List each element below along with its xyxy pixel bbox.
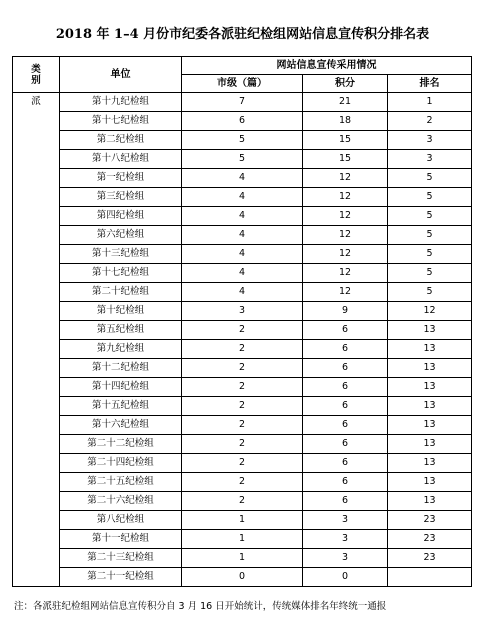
unit-cell: 第十六纪检组 (60, 416, 182, 435)
table-row (13, 549, 472, 568)
city-level-cell: 5 (182, 150, 303, 169)
score-cell: 9 (303, 302, 388, 321)
unit-cell: 第二十五纪检组 (60, 473, 182, 492)
unit-cell: 第二十二纪检组 (60, 435, 182, 454)
table-row (13, 131, 472, 150)
unit-cell: 第十五纪检组 (60, 397, 182, 416)
score-cell: 6 (303, 435, 388, 454)
score-cell: 6 (303, 397, 388, 416)
score-cell: 6 (303, 492, 388, 511)
unit-cell: 第三纪检组 (60, 188, 182, 207)
table-row (13, 530, 472, 549)
score-cell: 6 (303, 416, 388, 435)
score-cell: 15 (303, 131, 388, 150)
rank-cell: 13 (388, 378, 472, 397)
city-level-cell: 2 (182, 473, 303, 492)
table-row (13, 245, 472, 264)
table-header (13, 57, 472, 93)
footnote: 注：各派驻纪检组网站信息宣传积分自 3 月 16 日开始统计，传统媒体排名年终统一通报 (14, 601, 387, 612)
unit-cell: 第九纪检组 (60, 340, 182, 359)
rank-cell (388, 568, 472, 587)
city-level-cell: 4 (182, 188, 303, 207)
table-row (13, 188, 472, 207)
table-row (13, 568, 472, 587)
table-row (13, 226, 472, 245)
table-row (13, 150, 472, 169)
unit-cell: 第十七纪检组 (60, 264, 182, 283)
table-row (13, 416, 472, 435)
rank-cell: 13 (388, 435, 472, 454)
table-row (13, 283, 472, 302)
score-cell: 6 (303, 378, 388, 397)
unit-cell: 第十二纪检组 (60, 359, 182, 378)
rank-cell: 5 (388, 188, 472, 207)
score-cell: 12 (303, 169, 388, 188)
table-row (13, 93, 472, 112)
header-category-label: 类别 (31, 63, 41, 86)
table-row (13, 169, 472, 188)
city-level-cell: 4 (182, 264, 303, 283)
page-title: 2018 年 1–4 月份市纪委各派驻纪检组网站信息宣传积分排名表 (55, 27, 430, 42)
score-cell: 12 (303, 245, 388, 264)
unit-cell: 第十三纪检组 (60, 245, 182, 264)
header-city-level: 市级（篇） (182, 75, 303, 93)
score-cell: 6 (303, 473, 388, 492)
unit-cell: 第十四纪检组 (60, 378, 182, 397)
score-cell: 18 (303, 112, 388, 131)
unit-cell: 第十九纪检组 (60, 93, 182, 112)
table-row (13, 302, 472, 321)
unit-cell: 第十八纪检组 (60, 150, 182, 169)
rank-cell: 13 (388, 340, 472, 359)
rank-cell: 13 (388, 321, 472, 340)
city-level-cell: 2 (182, 416, 303, 435)
rank-cell: 3 (388, 150, 472, 169)
table-row (13, 264, 472, 283)
city-level-cell: 4 (182, 226, 303, 245)
score-cell: 15 (303, 150, 388, 169)
header-rank: 排名 (388, 75, 472, 93)
unit-cell: 第二十纪检组 (60, 283, 182, 302)
city-level-cell: 6 (182, 112, 303, 131)
category-cell: 派 (13, 93, 60, 587)
score-cell: 6 (303, 454, 388, 473)
table-row (13, 397, 472, 416)
unit-cell: 第十纪检组 (60, 302, 182, 321)
city-level-cell: 2 (182, 359, 303, 378)
rank-cell: 13 (388, 492, 472, 511)
city-level-cell: 2 (182, 492, 303, 511)
table-row (13, 378, 472, 397)
score-cell: 12 (303, 283, 388, 302)
rank-cell: 5 (388, 207, 472, 226)
city-level-cell: 0 (182, 568, 303, 587)
unit-cell: 第五纪检组 (60, 321, 182, 340)
score-cell: 21 (303, 93, 388, 112)
unit-cell: 第一纪检组 (60, 169, 182, 188)
table-row (13, 473, 472, 492)
city-level-cell: 2 (182, 397, 303, 416)
city-level-cell: 2 (182, 435, 303, 454)
table-row (13, 454, 472, 473)
rank-cell: 13 (388, 473, 472, 492)
ranking-table (12, 56, 472, 587)
score-cell: 0 (303, 568, 388, 587)
score-cell: 3 (303, 530, 388, 549)
unit-cell: 第二纪检组 (60, 131, 182, 150)
unit-cell: 第二十四纪检组 (60, 454, 182, 473)
score-cell: 12 (303, 226, 388, 245)
unit-cell: 第六纪检组 (60, 226, 182, 245)
rank-cell: 5 (388, 226, 472, 245)
city-level-cell: 1 (182, 530, 303, 549)
score-cell: 12 (303, 207, 388, 226)
unit-cell: 第十一纪检组 (60, 530, 182, 549)
rank-cell: 3 (388, 131, 472, 150)
table-row (13, 492, 472, 511)
table-row (13, 321, 472, 340)
rank-cell: 12 (388, 302, 472, 321)
city-level-cell: 2 (182, 378, 303, 397)
table-row (13, 435, 472, 454)
table-row (13, 207, 472, 226)
city-level-cell: 4 (182, 207, 303, 226)
rank-cell: 5 (388, 283, 472, 302)
rank-cell: 5 (388, 245, 472, 264)
city-level-cell: 1 (182, 511, 303, 530)
city-level-cell: 1 (182, 549, 303, 568)
rank-cell: 23 (388, 511, 472, 530)
city-level-cell: 2 (182, 340, 303, 359)
rank-cell: 23 (388, 549, 472, 568)
table-row (13, 112, 472, 131)
rank-cell: 1 (388, 93, 472, 112)
city-level-cell: 4 (182, 283, 303, 302)
score-cell: 6 (303, 321, 388, 340)
rank-cell: 13 (388, 359, 472, 378)
city-level-cell: 3 (182, 302, 303, 321)
rank-cell: 23 (388, 530, 472, 549)
score-cell: 3 (303, 511, 388, 530)
header-row-1 (13, 57, 472, 75)
rank-cell: 13 (388, 397, 472, 416)
unit-cell: 第二十六纪检组 (60, 492, 182, 511)
city-level-cell: 5 (182, 131, 303, 150)
unit-cell: 第二十三纪检组 (60, 549, 182, 568)
table-row (13, 511, 472, 530)
header-unit: 单位 (60, 57, 182, 93)
score-cell: 6 (303, 340, 388, 359)
rank-cell: 5 (388, 169, 472, 188)
score-cell: 6 (303, 359, 388, 378)
score-cell: 12 (303, 188, 388, 207)
unit-cell: 第四纪检组 (60, 207, 182, 226)
header-score: 积分 (303, 75, 388, 93)
city-level-cell: 2 (182, 321, 303, 340)
city-level-cell: 4 (182, 245, 303, 264)
score-cell: 3 (303, 549, 388, 568)
unit-cell: 第二十一纪检组 (60, 568, 182, 587)
header-group: 网站信息宣传采用情况 (182, 57, 472, 75)
table-row (13, 359, 472, 378)
unit-cell: 第十七纪检组 (60, 112, 182, 131)
score-cell: 12 (303, 264, 388, 283)
table-row (13, 340, 472, 359)
rank-cell: 13 (388, 454, 472, 473)
rank-cell: 5 (388, 264, 472, 283)
city-level-cell: 2 (182, 454, 303, 473)
table-body (13, 93, 472, 587)
header-category (13, 57, 60, 93)
unit-cell: 第八纪检组 (60, 511, 182, 530)
city-level-cell: 7 (182, 93, 303, 112)
rank-cell: 13 (388, 416, 472, 435)
rank-cell: 2 (388, 112, 472, 131)
city-level-cell: 4 (182, 169, 303, 188)
